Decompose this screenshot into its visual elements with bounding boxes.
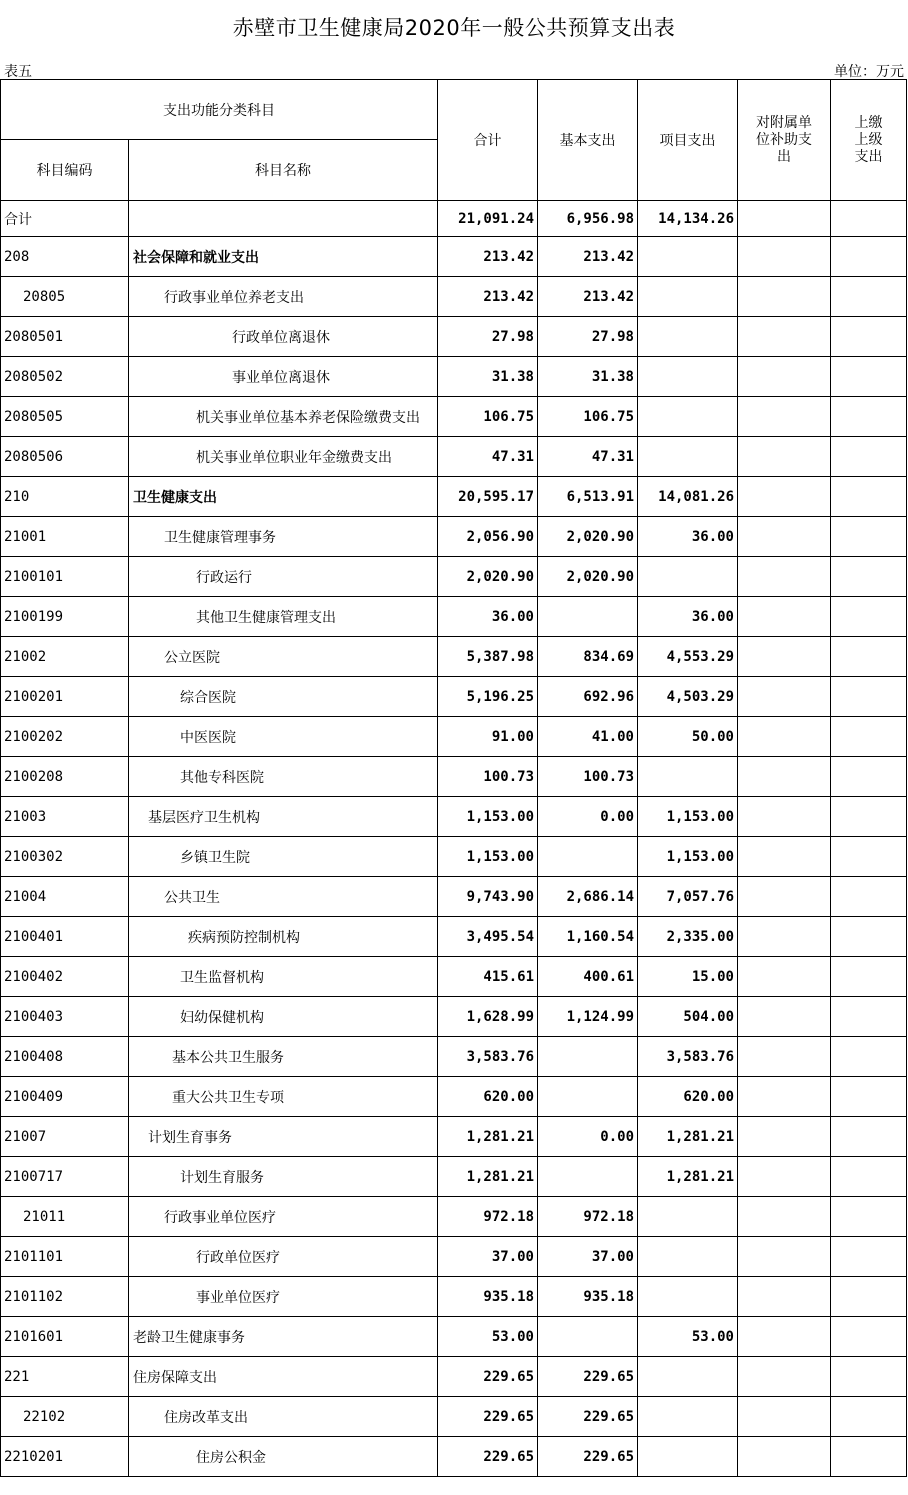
row-project: 50.00	[638, 717, 738, 757]
total-row	[1, 201, 907, 237]
row-project: 7,057.76	[638, 877, 738, 917]
row-upper	[831, 1117, 907, 1157]
row-project: 36.00	[638, 597, 738, 637]
row-code: 2100717	[1, 1157, 129, 1197]
row-upper	[831, 317, 907, 357]
total-sum: 21,091.24	[438, 201, 538, 237]
table-row	[1, 317, 907, 357]
row-upper	[831, 1037, 907, 1077]
row-project: 1,153.00	[638, 797, 738, 837]
row-upper	[831, 477, 907, 517]
row-basic: 834.69	[538, 637, 638, 677]
table-row	[1, 477, 907, 517]
row-code: 2100208	[1, 757, 129, 797]
row-subsidy	[738, 357, 831, 397]
header-total: 合计	[438, 80, 538, 201]
row-basic: 106.75	[538, 397, 638, 437]
row-total: 5,196.25	[438, 677, 538, 717]
row-project	[638, 757, 738, 797]
row-name: 机关事业单位职业年金缴费支出	[129, 437, 438, 477]
row-basic: 2,020.90	[538, 517, 638, 557]
row-name: 疾病预防控制机构	[129, 917, 438, 957]
row-basic: 229.65	[538, 1397, 638, 1437]
table-row	[1, 1157, 907, 1197]
row-basic: 0.00	[538, 797, 638, 837]
total-name-cell	[129, 201, 438, 237]
row-total: 972.18	[438, 1197, 538, 1237]
row-code: 2100302	[1, 837, 129, 877]
row-name: 其他专科医院	[129, 757, 438, 797]
row-total: 1,153.00	[438, 837, 538, 877]
row-code: 2100402	[1, 957, 129, 997]
table-row	[1, 1437, 907, 1477]
row-subsidy	[738, 997, 831, 1037]
row-code: 2100409	[1, 1077, 129, 1117]
table-row	[1, 837, 907, 877]
row-code: 21003	[1, 797, 129, 837]
row-basic: 400.61	[538, 957, 638, 997]
row-project: 1,153.00	[638, 837, 738, 877]
row-code: 20805	[1, 277, 129, 317]
row-upper	[831, 917, 907, 957]
row-project	[638, 317, 738, 357]
row-code: 2100101	[1, 557, 129, 597]
row-total: 213.42	[438, 237, 538, 277]
row-upper	[831, 957, 907, 997]
row-total: 2,056.90	[438, 517, 538, 557]
row-subsidy	[738, 1317, 831, 1357]
table-row	[1, 917, 907, 957]
row-project: 2,335.00	[638, 917, 738, 957]
row-total: 47.31	[438, 437, 538, 477]
row-basic: 100.73	[538, 757, 638, 797]
row-name: 行政单位离退休	[129, 317, 438, 357]
row-upper	[831, 597, 907, 637]
row-basic: 1,160.54	[538, 917, 638, 957]
row-name: 住房公积金	[129, 1437, 438, 1477]
row-code: 2100401	[1, 917, 129, 957]
row-total: 229.65	[438, 1437, 538, 1477]
table-row	[1, 637, 907, 677]
page-title: 赤壁市卫生健康局2020年一般公共预算支出表	[232, 16, 676, 40]
row-code: 2100408	[1, 1037, 129, 1077]
row-project	[638, 397, 738, 437]
row-basic: 0.00	[538, 1117, 638, 1157]
row-subsidy	[738, 517, 831, 557]
row-total: 20,595.17	[438, 477, 538, 517]
row-project: 53.00	[638, 1317, 738, 1357]
row-upper	[831, 1397, 907, 1437]
row-basic: 213.42	[538, 237, 638, 277]
table-row	[1, 397, 907, 437]
row-name: 卫生健康支出	[129, 477, 438, 517]
row-name: 事业单位离退休	[129, 357, 438, 397]
row-basic: 935.18	[538, 1277, 638, 1317]
row-upper	[831, 1437, 907, 1477]
header-upper: 上缴上级支出	[831, 80, 907, 201]
row-subsidy	[738, 957, 831, 997]
row-project: 15.00	[638, 957, 738, 997]
table-row	[1, 1237, 907, 1277]
row-total: 3,495.54	[438, 917, 538, 957]
row-name: 事业单位医疗	[129, 1277, 438, 1317]
row-upper	[831, 997, 907, 1037]
row-project: 1,281.21	[638, 1157, 738, 1197]
row-subsidy	[738, 637, 831, 677]
row-project	[638, 1437, 738, 1477]
row-basic: 2,686.14	[538, 877, 638, 917]
row-total: 91.00	[438, 717, 538, 757]
row-upper	[831, 797, 907, 837]
header-project: 项目支出	[638, 80, 738, 201]
row-upper	[831, 237, 907, 277]
row-subsidy	[738, 757, 831, 797]
row-upper	[831, 1237, 907, 1277]
row-subsidy	[738, 477, 831, 517]
table-row	[1, 597, 907, 637]
row-total: 36.00	[438, 597, 538, 637]
row-name: 行政事业单位医疗	[129, 1197, 438, 1237]
header-name: 科目名称	[129, 140, 438, 201]
row-project	[638, 1397, 738, 1437]
row-code: 2100403	[1, 997, 129, 1037]
table-row	[1, 1397, 907, 1437]
row-basic	[538, 1317, 638, 1357]
total-upper-cell	[831, 201, 907, 237]
row-subsidy	[738, 437, 831, 477]
row-subsidy	[738, 317, 831, 357]
row-subsidy	[738, 1117, 831, 1157]
row-upper	[831, 717, 907, 757]
row-total: 106.75	[438, 397, 538, 437]
row-subsidy	[738, 1277, 831, 1317]
row-total: 53.00	[438, 1317, 538, 1357]
row-total: 620.00	[438, 1077, 538, 1117]
row-upper	[831, 1197, 907, 1237]
row-code: 2100199	[1, 597, 129, 637]
row-upper	[831, 397, 907, 437]
row-total: 100.73	[438, 757, 538, 797]
row-name: 卫生监督机构	[129, 957, 438, 997]
row-total: 229.65	[438, 1397, 538, 1437]
table-row	[1, 1037, 907, 1077]
row-basic: 41.00	[538, 717, 638, 757]
row-upper	[831, 1317, 907, 1357]
unit-label: 单位：万元	[834, 64, 904, 80]
row-total: 1,628.99	[438, 997, 538, 1037]
row-name: 卫生健康管理事务	[129, 517, 438, 557]
row-total: 1,281.21	[438, 1117, 538, 1157]
row-upper	[831, 1077, 907, 1117]
row-subsidy	[738, 557, 831, 597]
row-project: 14,081.26	[638, 477, 738, 517]
row-upper	[831, 517, 907, 557]
row-subsidy	[738, 397, 831, 437]
row-project: 4,503.29	[638, 677, 738, 717]
row-name: 机关事业单位基本养老保险缴费支出	[129, 397, 438, 437]
table-row	[1, 277, 907, 317]
row-project	[638, 357, 738, 397]
row-upper	[831, 1157, 907, 1197]
row-upper	[831, 677, 907, 717]
row-subsidy	[738, 1397, 831, 1437]
budget-table	[0, 79, 907, 1477]
row-basic: 692.96	[538, 677, 638, 717]
total-project: 14,134.26	[638, 201, 738, 237]
row-total: 9,743.90	[438, 877, 538, 917]
row-basic: 229.65	[538, 1357, 638, 1397]
table-row	[1, 1277, 907, 1317]
table-row	[1, 437, 907, 477]
row-basic	[538, 1037, 638, 1077]
header-subsidy: 对附属单位补助支出	[738, 80, 831, 201]
row-total: 37.00	[438, 1237, 538, 1277]
row-project: 1,281.21	[638, 1117, 738, 1157]
table-row	[1, 1117, 907, 1157]
row-name: 计划生育事务	[129, 1117, 438, 1157]
row-name: 老龄卫生健康事务	[129, 1317, 438, 1357]
table-row	[1, 1317, 907, 1357]
row-code: 21007	[1, 1117, 129, 1157]
row-upper	[831, 637, 907, 677]
table-row	[1, 517, 907, 557]
row-basic	[538, 837, 638, 877]
row-project: 620.00	[638, 1077, 738, 1117]
table-row	[1, 677, 907, 717]
row-basic: 972.18	[538, 1197, 638, 1237]
row-code: 21002	[1, 637, 129, 677]
row-project	[638, 557, 738, 597]
row-code: 2080501	[1, 317, 129, 357]
row-basic	[538, 1077, 638, 1117]
row-code: 2101102	[1, 1277, 129, 1317]
row-total: 1,281.21	[438, 1157, 538, 1197]
row-project	[638, 1277, 738, 1317]
row-basic: 31.38	[538, 357, 638, 397]
row-code: 2101101	[1, 1237, 129, 1277]
row-name: 公共卫生	[129, 877, 438, 917]
row-basic	[538, 597, 638, 637]
row-total: 31.38	[438, 357, 538, 397]
row-project	[638, 1357, 738, 1397]
row-name: 综合医院	[129, 677, 438, 717]
row-project	[638, 1237, 738, 1277]
row-project: 3,583.76	[638, 1037, 738, 1077]
row-name: 行政事业单位养老支出	[129, 277, 438, 317]
row-total: 415.61	[438, 957, 538, 997]
row-basic: 6,513.91	[538, 477, 638, 517]
row-subsidy	[738, 277, 831, 317]
row-code: 2101601	[1, 1317, 129, 1357]
row-subsidy	[738, 1437, 831, 1477]
row-total: 27.98	[438, 317, 538, 357]
row-code: 21004	[1, 877, 129, 917]
row-upper	[831, 1277, 907, 1317]
row-name: 其他卫生健康管理支出	[129, 597, 438, 637]
row-project	[638, 237, 738, 277]
row-total: 213.42	[438, 277, 538, 317]
table-row	[1, 797, 907, 837]
table-row	[1, 1197, 907, 1237]
row-name: 妇幼保健机构	[129, 997, 438, 1037]
row-name: 社会保障和就业支出	[129, 237, 438, 277]
table-row	[1, 557, 907, 597]
table-number: 表五	[4, 64, 32, 80]
row-upper	[831, 877, 907, 917]
row-subsidy	[738, 597, 831, 637]
row-code: 21011	[1, 1197, 129, 1237]
total-basic: 6,956.98	[538, 201, 638, 237]
row-subsidy	[738, 1037, 831, 1077]
row-code: 208	[1, 237, 129, 277]
row-total: 1,153.00	[438, 797, 538, 837]
row-name: 中医医院	[129, 717, 438, 757]
row-name: 基层医疗卫生机构	[129, 797, 438, 837]
row-name: 公立医院	[129, 637, 438, 677]
row-subsidy	[738, 717, 831, 757]
row-total: 2,020.90	[438, 557, 538, 597]
table-row	[1, 717, 907, 757]
row-upper	[831, 277, 907, 317]
row-subsidy	[738, 837, 831, 877]
row-subsidy	[738, 877, 831, 917]
row-subsidy	[738, 1077, 831, 1117]
row-code: 2080505	[1, 397, 129, 437]
row-project: 4,553.29	[638, 637, 738, 677]
row-subsidy	[738, 917, 831, 957]
row-code: 22102	[1, 1397, 129, 1437]
row-project	[638, 277, 738, 317]
row-basic: 37.00	[538, 1237, 638, 1277]
row-upper	[831, 757, 907, 797]
row-name: 乡镇卫生院	[129, 837, 438, 877]
table-row	[1, 237, 907, 277]
row-total: 3,583.76	[438, 1037, 538, 1077]
table-row	[1, 357, 907, 397]
row-code: 2210201	[1, 1437, 129, 1477]
row-code: 2100201	[1, 677, 129, 717]
row-upper	[831, 837, 907, 877]
row-code: 2080506	[1, 437, 129, 477]
row-name: 计划生育服务	[129, 1157, 438, 1197]
row-upper	[831, 1357, 907, 1397]
row-total: 935.18	[438, 1277, 538, 1317]
table-row	[1, 997, 907, 1037]
row-subsidy	[738, 677, 831, 717]
row-project: 504.00	[638, 997, 738, 1037]
table-row	[1, 957, 907, 997]
row-code: 2080502	[1, 357, 129, 397]
table-row	[1, 1357, 907, 1397]
row-subsidy	[738, 1357, 831, 1397]
row-name: 行政单位医疗	[129, 1237, 438, 1277]
row-project	[638, 437, 738, 477]
row-project: 36.00	[638, 517, 738, 557]
row-project	[638, 1197, 738, 1237]
row-basic: 47.31	[538, 437, 638, 477]
row-total: 5,387.98	[438, 637, 538, 677]
row-total: 229.65	[438, 1357, 538, 1397]
header-code: 科目编码	[1, 140, 129, 201]
row-code: 221	[1, 1357, 129, 1397]
table-row	[1, 757, 907, 797]
row-name: 住房改革支出	[129, 1397, 438, 1437]
row-code: 21001	[1, 517, 129, 557]
row-name: 住房保障支出	[129, 1357, 438, 1397]
row-upper	[831, 557, 907, 597]
row-subsidy	[738, 1197, 831, 1237]
row-upper	[831, 357, 907, 397]
total-subsidy-cell	[738, 201, 831, 237]
row-subsidy	[738, 237, 831, 277]
row-upper	[831, 437, 907, 477]
header-category: 支出功能分类科目	[1, 80, 438, 140]
row-name: 重大公共卫生专项	[129, 1077, 438, 1117]
row-basic: 213.42	[538, 277, 638, 317]
table-row	[1, 877, 907, 917]
row-subsidy	[738, 1237, 831, 1277]
row-name: 行政运行	[129, 557, 438, 597]
row-basic: 27.98	[538, 317, 638, 357]
row-basic: 229.65	[538, 1437, 638, 1477]
total-label: 合计	[1, 201, 129, 237]
row-basic	[538, 1157, 638, 1197]
row-basic: 1,124.99	[538, 997, 638, 1037]
table-row	[1, 1077, 907, 1117]
row-name: 基本公共卫生服务	[129, 1037, 438, 1077]
row-subsidy	[738, 1157, 831, 1197]
row-code: 210	[1, 477, 129, 517]
row-subsidy	[738, 797, 831, 837]
header-basic: 基本支出	[538, 80, 638, 201]
row-code: 2100202	[1, 717, 129, 757]
row-basic: 2,020.90	[538, 557, 638, 597]
